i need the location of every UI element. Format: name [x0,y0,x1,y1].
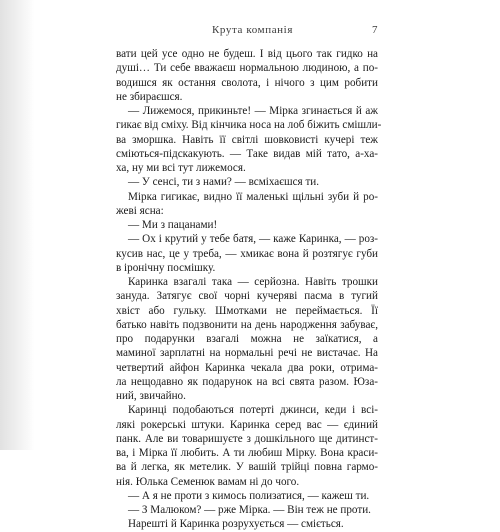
text-line: ва й легка, як метелик. У вашій трійці повна гармо- [116,461,378,474]
body-text [116,47,382,532]
text-line: — У сенсі, ти з нами? — всміхаєшся ти. [128,176,320,189]
text-line: не збираєшся. [116,90,183,103]
text-line: в іронічну посмішку. [116,261,216,274]
text-line: про подарунки взагалі можна не заїкатися, а [116,333,378,345]
text-line: гикає від сміху. Від кінчика носа на лоб біжить смішли- [116,119,382,132]
text-line: душі… Ти себе вважаєш нормальною людиною, а по- [116,62,378,75]
text-line: Каринка взагалі така — серйозна. Навіть трошки [128,276,378,288]
text-line: зануда. Затягує свої чорні кучеряві пасма в тугий [116,290,378,303]
page-number: 7 [372,24,378,36]
running-title: Крута компанія [212,24,293,36]
text-line: лякі рокерські штуки. Каринка серед вас — єдиний [116,418,378,431]
text-line: панк. Але ви товаришуєте з дошкільного ще дитинст- [116,432,378,445]
text-line: ла нещодавно як подарунок на всі свята разом. Юза- [116,375,378,388]
text-line: — А я не проти з кимось полизатися, — кажеш ти. [128,489,370,502]
text-line: вати цей усе одно не будеш. І від цього так гидко на [116,48,378,60]
text-line: ва, і Мірка її любить. А ти любиш Мірку. Вона краси- [116,447,378,459]
text-line: хвіст або гульку. Шмотками не переймається. Її [116,304,378,317]
text-line: ва зморшка. Навіть її світлі шовковисті кучері теж [116,133,378,146]
text-line: Нарешті й Каринка розрухується — сміється. [128,518,344,531]
text-line: сміються-підскакують. — Таке видав мій тато, а-ха- [116,147,378,160]
text-line: жеві ясна: [116,204,164,217]
text-line: — Ми з пацанами! [128,219,218,231]
text-line: батько навіть подзвонити на день народження забуває, [116,318,378,331]
text-line: водишся як остання сволота, і нічого з цим робити [116,76,378,89]
text-line: маминої зарплатні на нормальні речі не вистачає. На [116,347,378,360]
text-line: — З Малюком? — рже Мірка. — Він теж не проти. [128,504,371,516]
text-line: нія. Юлька Семенюк вамам ні до чого. [116,475,300,488]
text-line: кусив нас, це у треба, — хмикає вона й розтягує губи [116,247,378,260]
text-line: Мірка гигикає, видно її маленькі щільні зуби й ро- [128,190,378,203]
text-line: ха, ну ми всі тут лижемося. [116,162,246,174]
text-line: ний, звичайно. [116,390,186,402]
binding-shadow [0,0,34,450]
text-line: — Лижемося, прикиньте! — Мірка згинається й аж [128,105,378,117]
text-line: Каринці подобаються потерті джинси, кеди і всі- [128,404,378,417]
running-header [0,24,500,40]
text-line: — Ох і крутий у тебе батя, — каже Каринка, — роз- [128,233,378,246]
text-line: четвертий айфон Каринка чекала два роки, отрима- [116,361,378,374]
